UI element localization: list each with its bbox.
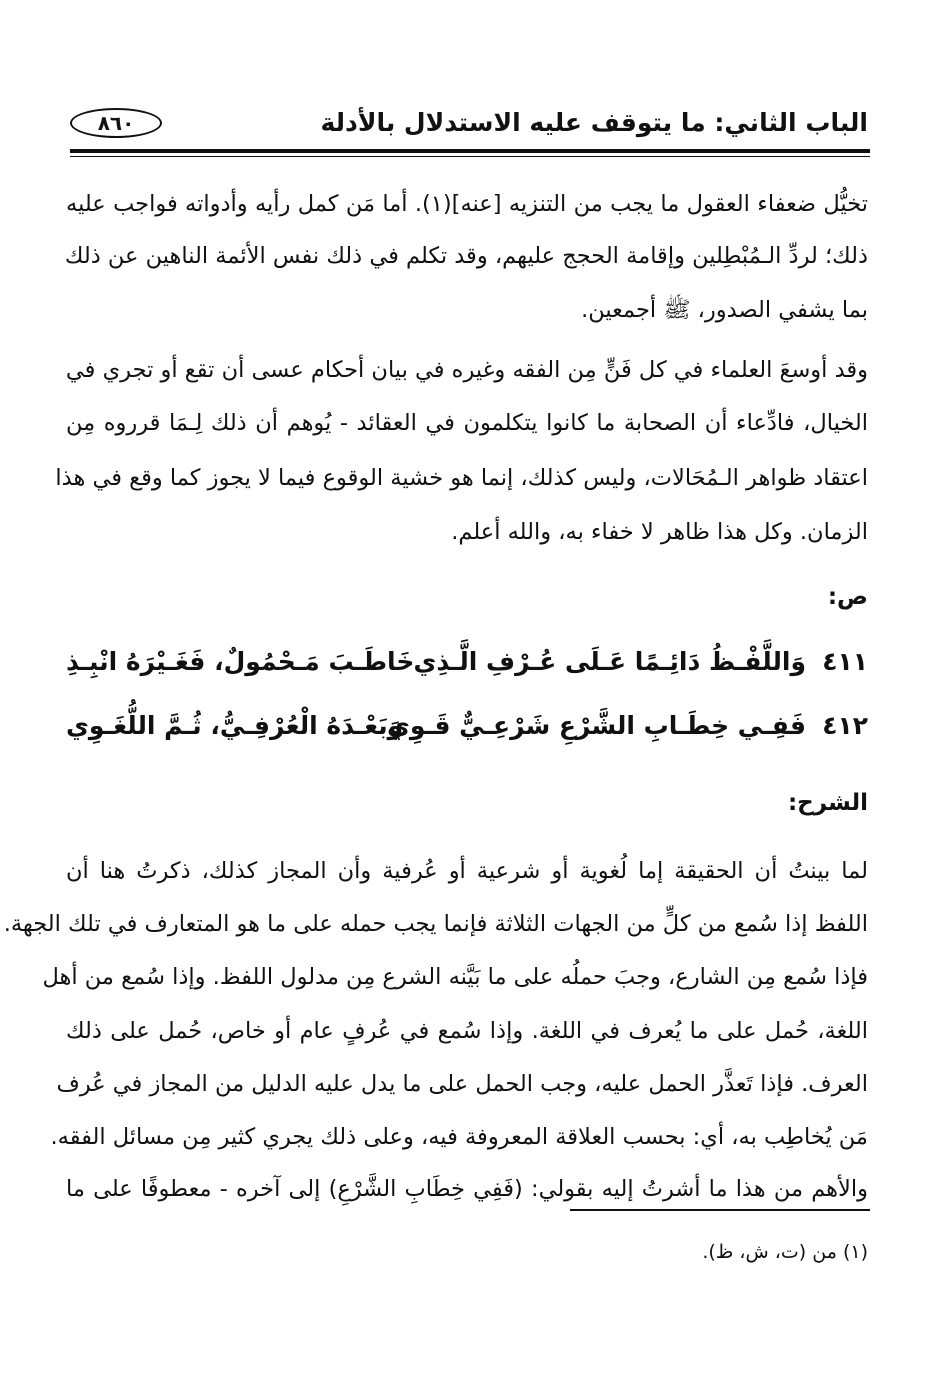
page-number: ٨٦٠ — [70, 108, 162, 138]
verse-first-half: وَاللَّفْـظُ دَائِـمًا عَـلَى عُـرْفِ الَّـذِي — [413, 647, 806, 676]
header-rule-thick — [70, 149, 870, 153]
paragraph1-line-2: ذلك؛ لردِّ الـمُبْطِلين وإقامة الحجج عليهم، وقد تكلم في ذلك نفس الأئمة الناهين عن ذلك — [64, 243, 868, 269]
paragraph2-line-1: وقد أوسعَ العلماء في كل فَنٍّ مِن الفقه وغيره في بيان أحكام عسى أن تقع أو تجري في — [65, 357, 868, 383]
paragraph1-line-3: بما يشفي الصدور، ﷺ أجمعين. — [581, 297, 868, 323]
chapter-title: الباب الثاني: ما يتوقف عليه الاستدلال بالأدلة — [320, 108, 868, 137]
header-rule-thin — [70, 156, 870, 157]
verse-second-half: وَبَعْـدَهُ الْعُرْفِـيُّ، ثُـمَّ اللُّغَـوِي — [66, 711, 404, 740]
paragraph2-line-4: الزمان. وكل هذا ظاهر لا خفاء به، والله أعلم. — [451, 519, 868, 545]
paragraph1-line-1: تخيُّل ضعفاء العقول ما يجب من التنزيه [عنه](١). أما مَن كمل رأيه وأدواته فواجب عليه — [66, 191, 868, 217]
paragraph3-line-3: فإذا سُمع مِن الشارع، وجبَ حملُه على ما بَيَّنه الشرع مِن مدلول اللفظ. وإذا سُمع من أهل — [42, 964, 868, 990]
paragraph3-line-6: مَن يُخاطِب به، أي: بحسب العلاقة المعروفة فيه، وعلى ذلك يجري كثير مِن مسائل الفقه. — [50, 1124, 868, 1150]
paragraph3-line-4: اللغة، حُمل على ما يُعرف في اللغة. وإذا سُمع في عُرفٍ عام أو خاص، حُمل على ذلك — [66, 1018, 868, 1044]
commentary-heading: الشرح: — [787, 790, 868, 816]
paragraph3-line-2: اللفظ إذا سُمع من كلٍّ من الجهات الثلاثة فإنما يجب حمله على ما هو المتعارف في تلك الجهة. — [3, 911, 868, 937]
verse-411 — [66, 640, 868, 684]
verse-number: ٤١٢ — [822, 711, 868, 740]
footnote-rule — [570, 1209, 870, 1211]
verse-412 — [66, 704, 868, 748]
paragraph3-line-1: لما بينتُ أن الحقيقة إما لُغوية أو شرعية أو عُرفية وأن المجاز كذلك، ذكرتُ هنا أن — [66, 858, 868, 884]
verse-first-half: فَفِـي خِطَـابِ الشَّرْعِ شَرْعِـيٌّ قَـوِي — [386, 711, 806, 740]
paragraph4-line-1: والأهم من هذا ما أشرتُ إليه بقولي: (فَفِي خِطَابِ الشَّرْعِ) إلى آخره - معطوفًا على ما — [66, 1176, 868, 1202]
page-header — [68, 104, 868, 144]
paragraph2-line-2: الخيال، فادِّعاء أن الصحابة ما كانوا يتكلمون في العقائد - يُوهم أن ذلك لِـمَا قرروه مِن — [66, 410, 868, 436]
text-heading: ص: — [827, 584, 868, 610]
paragraph2-line-3: اعتقاد ظواهر الـمُحَالات، وليس كذلك، إنما هو خشية الوقوع فيما لا يجوز كما وقع في هذا — [55, 465, 868, 491]
verse-number: ٤١١ — [822, 647, 868, 676]
footnote: (١) من (ت، ش، ظ). — [702, 1241, 868, 1263]
verse-second-half: خَاطَـبَ مَـحْمُولٌ، فَغَـيْرَهُ انْبِـذِ — [66, 647, 415, 676]
paragraph3-line-5: العرف. فإذا تَعذَّر الحمل عليه، وجب الحمل على ما يدل عليه الدليل من المجاز في عُرف — [56, 1071, 868, 1097]
